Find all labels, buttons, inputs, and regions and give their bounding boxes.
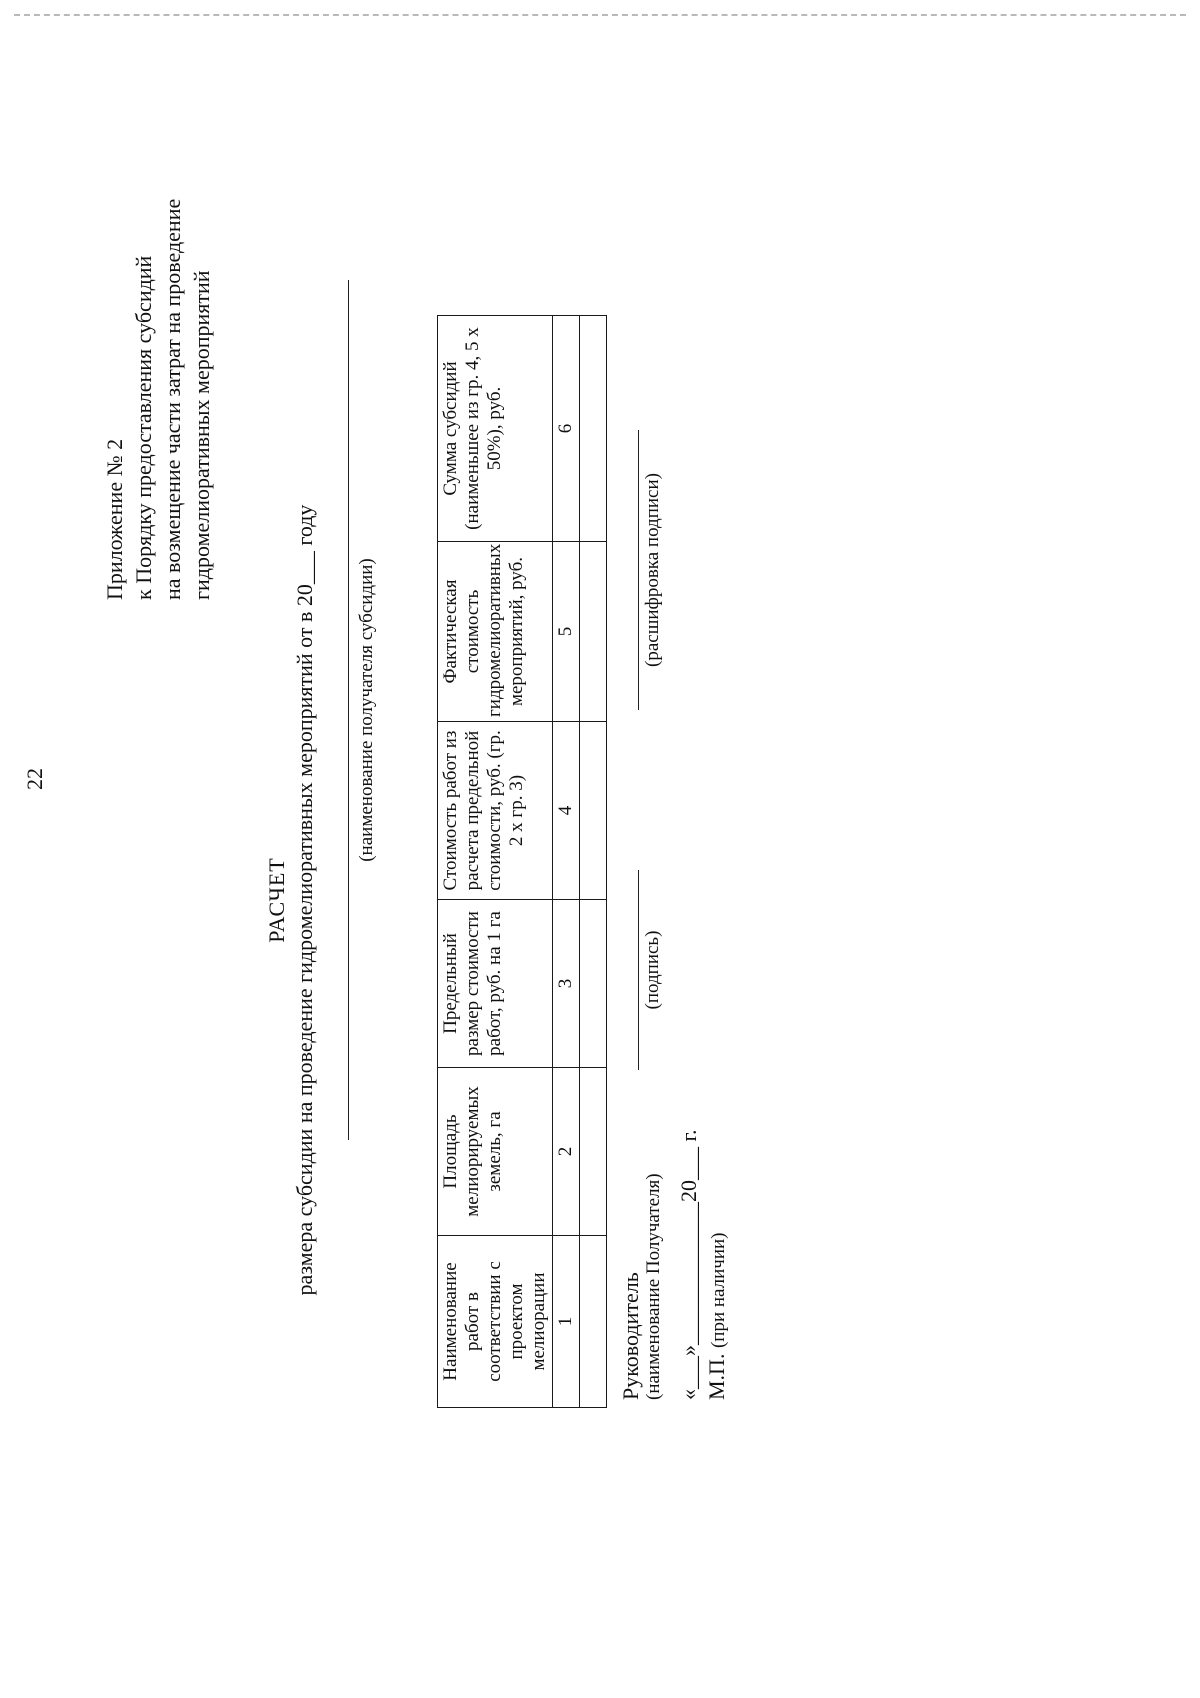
decoding-line [638, 430, 639, 710]
column-number: 4 [553, 722, 580, 900]
appendix-block [100, 200, 216, 600]
document-title: РАСЧЕТ [264, 857, 289, 943]
appendix-line: гидромелиоративных мероприятий [189, 270, 214, 600]
scan-edge [14, 14, 1186, 16]
table-cell [580, 722, 607, 900]
document-subtitle: размера субсидии на проведение гидромелиоративных мероприятий от в 20___ году [292, 504, 317, 1296]
table-cell [580, 900, 607, 1068]
appendix-line: Приложение № 2 [102, 438, 127, 600]
table-cell [580, 542, 607, 722]
signature-block [618, 400, 728, 1400]
table-header-row [438, 316, 553, 1408]
column-number: 1 [553, 1236, 580, 1408]
stamp-label: М.П. [704, 1353, 729, 1400]
table-row [580, 316, 607, 1408]
calculation-table [437, 315, 607, 1408]
column-number-row [553, 316, 580, 1408]
head-label: Руководитель [618, 1272, 643, 1400]
table-cell [580, 1236, 607, 1408]
appendix-line: к Порядку предоставления субсидий [131, 255, 156, 600]
head-sub-caption: (наименование Получателя) [643, 1173, 664, 1400]
column-header: Стоимость работ из расчета предельной стоимости, руб. (гр. 2 х гр. 3) [438, 722, 553, 900]
column-number: 2 [553, 1068, 580, 1236]
column-number: 5 [553, 542, 580, 722]
column-header: Площадь мелиорируемых земель, га [438, 1068, 553, 1236]
column-number: 6 [553, 316, 580, 542]
table-cell [580, 316, 607, 542]
appendix-line: на возмещение части затрат на проведение [160, 198, 185, 600]
recipient-name-line [348, 280, 349, 1140]
table-cell [580, 1068, 607, 1236]
signature-line [638, 870, 639, 1070]
column-header: Наименование работ в соответствии с проектом мелиорации [438, 1236, 553, 1408]
decoding-caption: (расшифровка подписи) [642, 473, 663, 667]
column-number: 3 [553, 900, 580, 1068]
recipient-caption: (наименование получателя субсидии) [356, 558, 377, 862]
date-line: «___»_____________20___ г. [676, 1129, 701, 1400]
stamp-block [704, 1232, 730, 1400]
page-number: 22 [22, 768, 47, 790]
column-header: Сумма субсидий (наименьшее из гр. 4, 5 х 50%), руб. [438, 316, 553, 542]
stamp-note: (при наличии) [708, 1232, 729, 1349]
landscape-sheet [90, 198, 729, 1600]
signature-caption: (подпись) [642, 930, 663, 1010]
column-header: Предельный размер стоимости работ, руб. на 1 га [438, 900, 553, 1068]
column-header: Фактическая стоимость гидромелиоративных мероприятий, руб. [438, 542, 553, 722]
